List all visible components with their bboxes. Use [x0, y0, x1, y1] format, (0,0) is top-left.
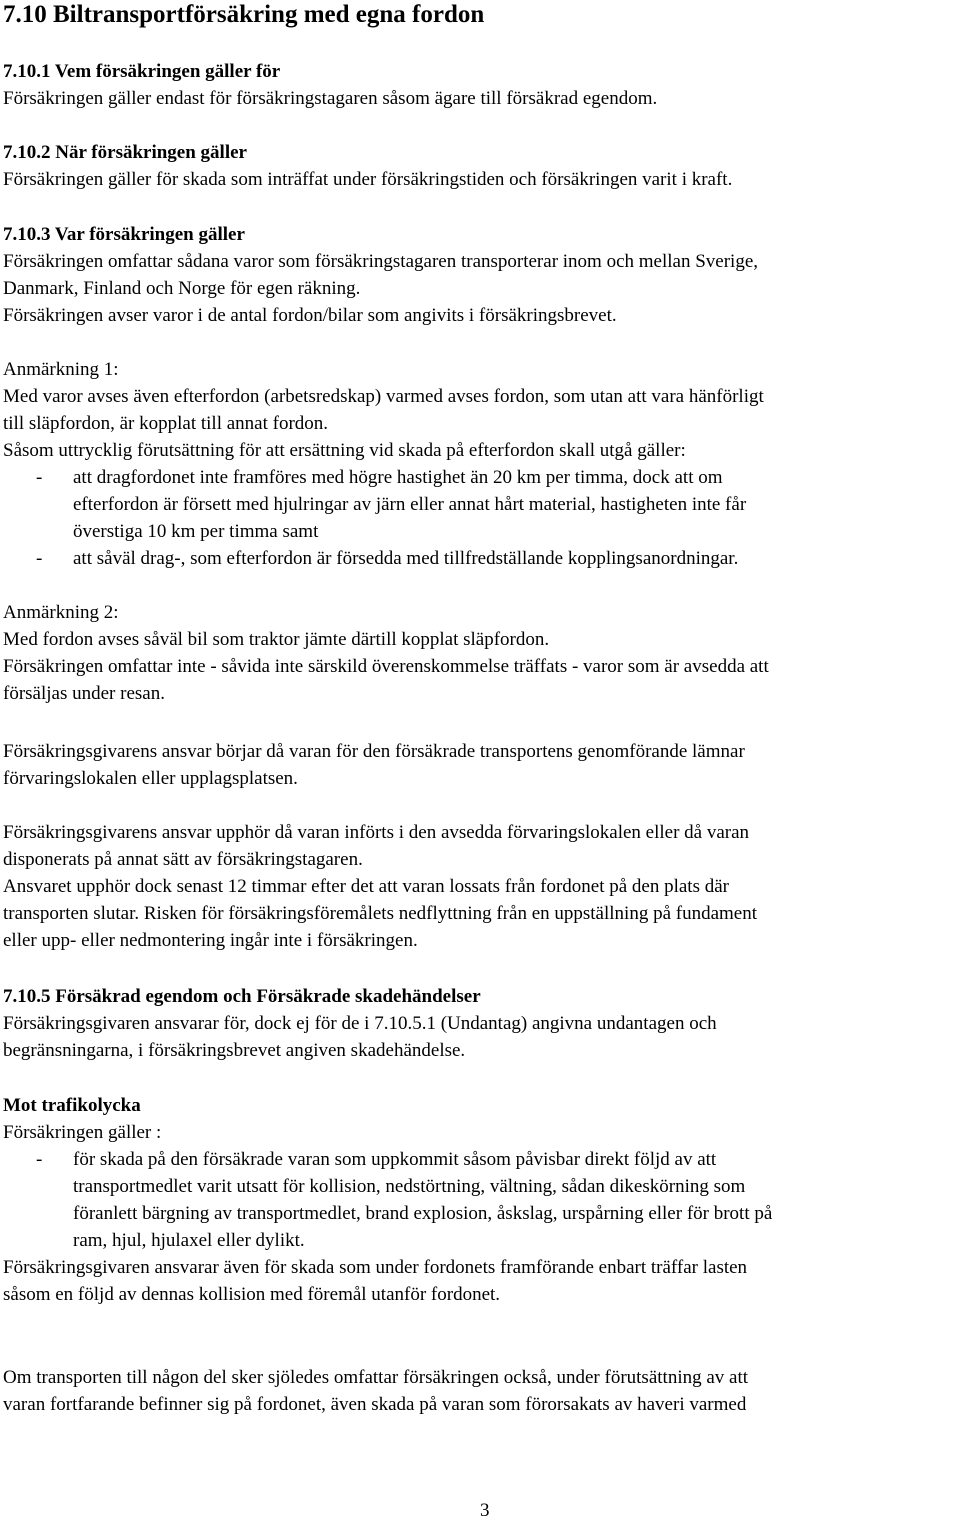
- paragraph-line: eller upp- eller nedmontering ingår inte i försäkringen.: [3, 930, 418, 951]
- list-item-line: att såväl drag-, som efterfordon är försedda med tillfredställande kopplingsanordningar.: [73, 548, 739, 569]
- paragraph-line: Försäkringen gäller endast för försäkringstagaren såsom ägare till försäkrad egendom.: [3, 88, 658, 109]
- paragraph-line: försäljas under resan.: [3, 683, 165, 704]
- paragraph-line: Om transporten till någon del sker sjöledes omfattar försäkringen också, under förutsättning av att: [3, 1367, 749, 1388]
- section-when: [3, 139, 955, 193]
- paragraph-line: Försäkringen avser varor i de antal fordon/bilar som angivits i försäkringsbrevet.: [3, 305, 617, 326]
- note-2: [3, 599, 955, 707]
- page-number: 3: [480, 1500, 490, 1521]
- list-item-line: transportmedlet varit utsatt för kollision, nedstörtning, vältning, sådan dikeskörning som: [73, 1176, 746, 1197]
- section-who: [3, 58, 955, 112]
- paragraph-line: Försäkringsgivarens ansvar upphör då varan införts i den avsedda förvaringslokalen eller då varan: [3, 822, 750, 843]
- paragraph-line: Försäkringen gäller :: [3, 1122, 162, 1143]
- list-item-line: efterfordon är försett med hjulringar av järn eller annat hårt material, hastigheten inte får: [73, 494, 747, 515]
- paragraph-line: varan fortfarande befinner sig på fordonet, även skada på varan som förorsakats av haveri varmed: [3, 1394, 747, 1415]
- section-traffic-accident: [3, 1092, 955, 1308]
- list-item-line: överstiga 10 km per timma samt: [73, 521, 319, 542]
- list-item: [3, 1146, 955, 1254]
- paragraph-line: såsom en följd av dennas kollision med föremål utanför fordonet.: [3, 1284, 501, 1305]
- list-item: [3, 464, 955, 545]
- list-item: [3, 545, 955, 572]
- note-heading: Anmärkning 2:: [3, 602, 119, 623]
- paragraph-line: transporten slutar. Risken för försäkringsföremålets nedflyttning från en uppställning på fundament: [3, 903, 758, 924]
- list-item-line: för skada på den försäkrade varan som uppkommit såsom påvisbar direkt följd av att: [73, 1149, 717, 1170]
- list-item-line: föranlett bärgning av transportmedlet, brand explosion, åskslag, urspårning eller för brott på: [73, 1203, 773, 1224]
- paragraph-line: Såsom uttrycklig förutsättning för att ersättning vid skada på efterfordon skall utgå gäller:: [3, 440, 686, 461]
- section-heading: 7.10.2 När försäkringen gäller: [3, 142, 247, 163]
- paragraph-line: Försäkringsgivaren ansvarar för, dock ej för de i 7.10.5.1 (Undantag) angivna undantagen och: [3, 1013, 717, 1034]
- section-heading: 7.10.1 Vem försäkringen gäller för: [3, 61, 281, 82]
- paragraph-line: Försäkringen omfattar inte - såvida inte särskild överenskommelse träffats - varor som är avsedda att: [3, 656, 769, 677]
- list-item-line: ram, hjul, hjulaxel eller dylikt.: [73, 1230, 305, 1251]
- note-heading: Anmärkning 1:: [3, 359, 119, 380]
- paragraph-line: Försäkringen gäller för skada som inträffat under försäkringstiden och försäkringen varit i kraft.: [3, 169, 733, 190]
- list-item-line: att dragfordonet inte framföres med högre hastighet än 20 km per timma, dock att om: [73, 467, 723, 488]
- section-insured-property: [3, 983, 955, 1064]
- list-dash: -: [36, 467, 43, 488]
- section-where: [3, 221, 955, 329]
- list-dash: -: [36, 548, 43, 569]
- section-heading: 7.10.3 Var försäkringen gäller: [3, 224, 245, 245]
- paragraph-sea-transport: [3, 1364, 955, 1418]
- paragraph-line: Försäkringsgivarens ansvar börjar då varan för den försäkrade transportens genomförande lämnar: [3, 741, 745, 762]
- paragraph-liability-end: [3, 819, 955, 954]
- list-dash: -: [36, 1149, 43, 1170]
- note-1: [3, 356, 955, 572]
- paragraph-line: Försäkringsgivaren ansvarar även för skada som under fordonets framförande enbart träffar lasten: [3, 1257, 748, 1278]
- document-title: 7.10 Biltransportförsäkring med egna fordon: [3, 1, 485, 28]
- paragraph-line: Med varor avses även efterfordon (arbetsredskap) varmed avses fordon, som utan att vara hänförligt: [3, 386, 764, 407]
- paragraph-line: Försäkringen omfattar sådana varor som försäkringstagaren transporterar inom och mellan Sverige,: [3, 251, 758, 272]
- paragraph-liability-start: [3, 738, 955, 792]
- paragraph-line: Ansvaret upphör dock senast 12 timmar efter det att varan lossats från fordonet på den plats där: [3, 876, 729, 897]
- paragraph-line: förvaringslokalen eller upplagsplatsen.: [3, 768, 298, 789]
- section-heading: 7.10.5 Försäkrad egendom och Försäkrade skadehändelser: [3, 986, 481, 1007]
- paragraph-line: Med fordon avses såväl bil som traktor jämte därtill kopplat släpfordon.: [3, 629, 550, 650]
- paragraph-line: disponerats på annat sätt av försäkringstagaren.: [3, 849, 363, 870]
- section-heading: Mot trafikolycka: [3, 1095, 141, 1116]
- paragraph-line: begränsningarna, i försäkringsbrevet angiven skadehändelse.: [3, 1040, 466, 1061]
- paragraph-line: till släpfordon, är kopplat till annat fordon.: [3, 413, 329, 434]
- paragraph-line: Danmark, Finland och Norge för egen räkning.: [3, 278, 361, 299]
